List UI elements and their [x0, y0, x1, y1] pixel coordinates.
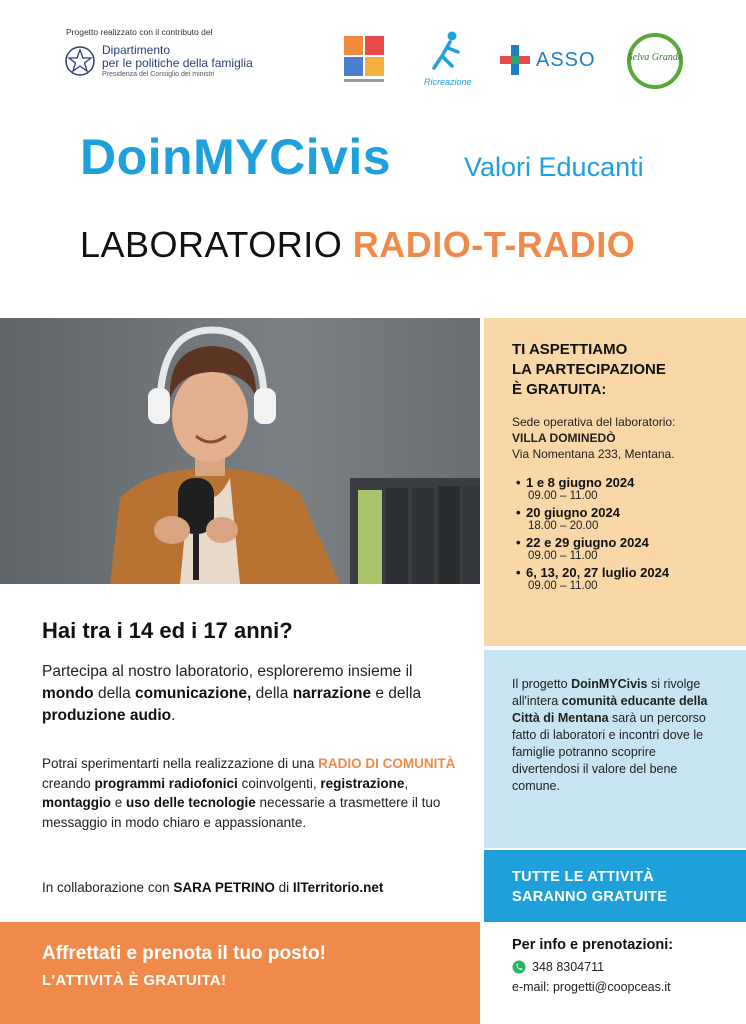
text-run: In collaborazione con: [42, 880, 174, 895]
phone-row: [512, 960, 604, 974]
ministry-name-line2: per le politiche della famiglia: [102, 56, 253, 70]
text-run: di: [274, 880, 293, 895]
contacts-title: Per info e prenotazioni:: [512, 937, 674, 953]
list-item: • 1 e 8 giugno 2024 09.00 – 11.00: [516, 475, 736, 502]
schedule-time: 09.00 – 11.00: [528, 580, 598, 592]
age-question: Hai tra i 14 ed i 17 anni?: [42, 618, 293, 643]
text-run: Potrai sperimentarti nella realizzazione di una: [42, 756, 319, 771]
schedule-date: 20 giugno 2024: [526, 505, 620, 520]
text-run-bold: comunità educante della Città di Mentana: [512, 694, 708, 725]
cta-headline: Affrettati e prenota il tuo posto!: [42, 943, 326, 964]
text-run-bold: narrazione: [292, 685, 372, 702]
schedule-time: 09.00 – 11.00: [528, 550, 598, 562]
list-item: • 22 e 29 giugno 2024 09.00 – 11.00: [516, 535, 736, 562]
schedule-time: 09.00 – 11.00: [528, 490, 598, 502]
schedule-list: [516, 475, 736, 595]
venue-name: VILLA DOMINEDÒ: [512, 431, 616, 445]
text-run-bold: DoinMYCivis: [571, 677, 648, 691]
collaboration-line: [42, 880, 383, 895]
phone-number[interactable]: 348 8304711: [532, 960, 605, 974]
text-run: necessarie a trasmettere il tuo messaggio in modo chiaro e appassionante.: [42, 795, 441, 830]
project-subtitle: Valori Educanti: [464, 152, 644, 182]
info-heading-line2: LA PARTECIPAZIONE: [512, 361, 666, 378]
text-run: ,: [404, 775, 409, 791]
ministry-name: [102, 44, 253, 70]
schedule-time: 18.00 – 20.00: [528, 520, 599, 532]
email-address[interactable]: e-mail: progetti@coopceas.it: [512, 980, 671, 994]
text-run: Partecipa al nostro laboratorio, esploreremo insieme il: [42, 663, 413, 680]
details-paragraph: [42, 754, 462, 832]
photo-illustration: [0, 318, 480, 584]
project-description: [512, 676, 722, 795]
text-run-bold: programmi radiofonici: [94, 775, 238, 791]
asso-label: ASSO: [536, 48, 596, 71]
text-run: Il progetto: [512, 677, 572, 691]
text-run: e: [111, 795, 127, 810]
free-line2: SARANNO GRATUITE: [512, 889, 668, 905]
lab-title-prefix: LABORATORIO: [80, 224, 343, 265]
venue-address: Via Nomentana 233, Mentana.: [512, 447, 675, 461]
ministry-subtitle: Presidenza del Consiglio dei ministri: [102, 71, 215, 78]
cta-subline: L'ATTIVITÀ È GRATUITA!: [42, 972, 227, 989]
info-heading: [512, 340, 666, 400]
selva-grande-logo: [624, 32, 686, 90]
text-run-bold: mondo: [42, 685, 94, 702]
text-run: della: [93, 685, 136, 702]
ministry-name-line1: Dipartimento: [102, 43, 171, 57]
project-title: DoinMYCivis: [80, 129, 392, 185]
schedule-date: 1 e 8 giugno 2024: [526, 475, 635, 490]
intro-paragraph: [42, 661, 462, 727]
cems-logo: [342, 34, 386, 84]
text-run: e della: [371, 685, 422, 702]
schedule-date: 22 e 29 giugno 2024: [526, 535, 649, 550]
text-run-bold: registrazione: [320, 775, 405, 791]
text-run-bold: IlTerritorio.net: [292, 880, 384, 895]
whatsapp-icon: [512, 960, 526, 974]
free-line1: TUTTE LE ATTIVITÀ: [512, 869, 655, 885]
venue-info: [512, 414, 675, 462]
list-item: • 6, 13, 20, 27 luglio 2024 09.00 – 11.00: [516, 565, 736, 592]
info-heading-line3: È GRATUITA:: [512, 381, 607, 398]
ricreazione-logo: [420, 30, 476, 88]
free-activities-text: [512, 867, 667, 907]
runner-icon: [420, 30, 476, 72]
ricreazione-label: Ricreazione: [424, 77, 472, 87]
text-run-bold: produzione audio: [42, 707, 172, 724]
info-heading-line1: TI ASPETTIAMO: [512, 341, 628, 358]
text-run: .: [171, 707, 176, 724]
asso-logo: [498, 42, 598, 78]
text-run: coinvolgenti,: [237, 775, 321, 791]
text-run-bold: uso delle tecnologie: [126, 795, 256, 810]
header-caption: Progetto realizzato con il contributo del: [66, 27, 213, 37]
asso-cross-icon: [498, 43, 532, 77]
selva-grande-label: Selva Grande: [627, 52, 683, 63]
hero-photo-boy-with-microphone: [0, 318, 480, 584]
text-run: sarà un percorso fatto di laboratori e incontri dove le famiglie potranno scoprire divertendosi il valore del bene comune.: [512, 711, 706, 793]
text-run-highlight: RADIO DI COMUNITÀ: [318, 756, 456, 771]
text-run-bold: montaggio: [42, 795, 111, 810]
text-run: si rivolge all'intera: [512, 677, 701, 708]
text-run: creando: [42, 775, 95, 791]
lab-title-highlight: RADIO-T-RADIO: [352, 224, 636, 265]
list-item: • 20 giugno 2024 18.00 – 20.00: [516, 505, 736, 532]
schedule-date: 6, 13, 20, 27 luglio 2024: [526, 565, 670, 580]
text-run: della: [251, 685, 293, 702]
venue-label: Sede operativa del laboratorio:: [512, 415, 676, 429]
text-run-bold: comunicazione,: [135, 685, 252, 702]
text-run-bold: SARA PETRINO: [173, 880, 275, 895]
italian-republic-emblem-icon: [64, 44, 96, 78]
lab-title: [80, 224, 635, 266]
